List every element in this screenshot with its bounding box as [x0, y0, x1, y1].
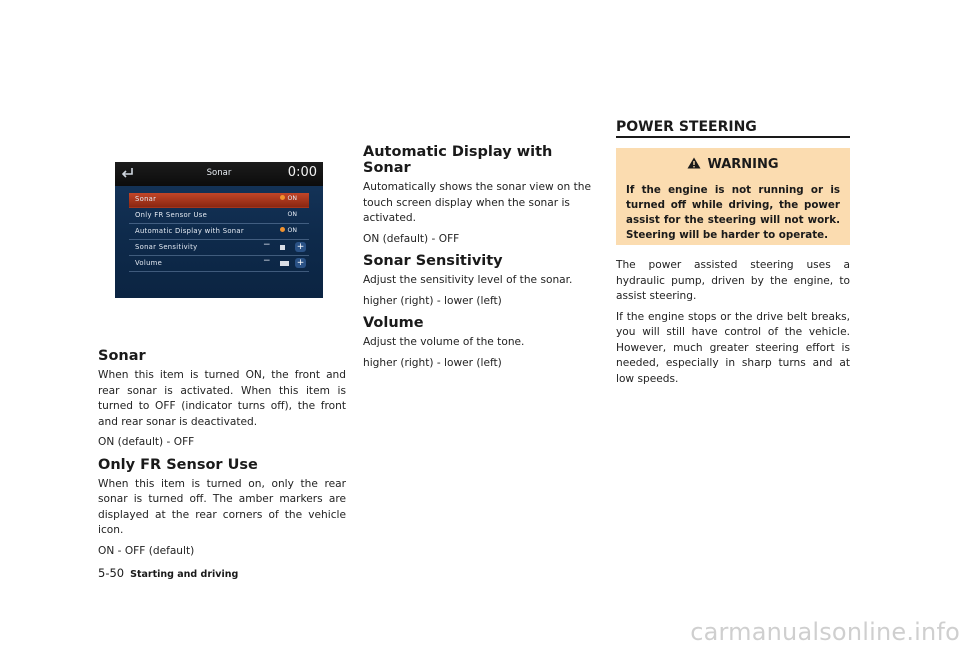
left-column — [98, 348, 346, 564]
sensitivity-heading: Sonar Sensitivity — [363, 253, 503, 269]
screen-row-sensitivity[interactable] — [129, 241, 309, 256]
auto-display-options: ON (default) - OFF — [363, 232, 460, 245]
section-name: Starting and driving — [130, 569, 239, 580]
right-column-body — [616, 258, 850, 392]
screen-row-sonar[interactable] — [129, 193, 309, 208]
screen-row-volume[interactable] — [129, 257, 309, 272]
page-footer — [98, 562, 238, 581]
on-indicator: ON — [280, 195, 298, 202]
row-label: Automatic Display with Sonar — [135, 227, 244, 235]
sonar-settings-screen — [115, 162, 323, 298]
screen-clock: 0:00 — [287, 165, 317, 180]
warning-header — [616, 157, 850, 172]
row-label: Only FR Sensor Use — [135, 211, 208, 219]
warning-label: WARNING — [707, 157, 779, 172]
sensitivity-paragraph: Adjust the sensitivity level of the sonar. — [363, 274, 573, 286]
auto-display-heading: Automatic Display with Sonar — [363, 144, 553, 176]
sonar-heading: Sonar — [98, 348, 146, 364]
on-indicator: ON — [287, 211, 297, 218]
row-label: Sonar — [135, 195, 157, 203]
screen-row-only-fr-sensor[interactable] — [129, 209, 309, 224]
warning-box — [616, 148, 850, 245]
fr-sensor-heading: Only FR Sensor Use — [98, 456, 258, 473]
auto-display-paragraph: Automatically shows the sonar view on the touch screen display when the sonar is activated. — [363, 181, 592, 224]
sensitivity-options: higher (right) - lower (left) — [363, 294, 502, 307]
indicator-dot-icon — [280, 195, 285, 200]
sonar-options: ON (default) - OFF — [98, 436, 195, 448]
power-steering-heading: POWER STEERING — [616, 119, 757, 135]
volume-paragraph: Adjust the volume of the tone. — [363, 336, 525, 348]
volume-heading: Volume — [363, 315, 424, 331]
middle-column — [363, 144, 599, 376]
fr-sensor-options: ON - OFF (default) — [98, 544, 195, 557]
watermark: carmanualsonline.info — [690, 618, 960, 646]
warning-triangle-icon — [687, 157, 701, 169]
plus-icon[interactable]: + — [296, 242, 305, 252]
power-steering-paragraph-1: The power assisted steering uses a hydraulic pump, driven by the engine, to assist steering. — [616, 259, 850, 302]
sonar-paragraph: When this item is turned ON, the front and rear sonar is activated. When this item is turned to OFF (indicator turns off), the front and rear sonar is deactivated. — [98, 369, 346, 428]
fr-sensor-paragraph: When this item is turned on, only the rear sonar is turned off. The amber markers are displayed at the rear corners of the vehicle icon. — [98, 477, 346, 536]
minus-icon[interactable]: − — [263, 256, 271, 266]
power-steering-paragraph-2: If the engine stops or the drive belt breaks, you will still have control of the vehicle. However, much greater steering effort is needed, especially in sharp turns and at low speeds. — [616, 310, 850, 385]
row-label: Volume — [135, 259, 163, 267]
screen-title: Sonar — [206, 168, 232, 178]
page-number: 5-50 — [98, 566, 125, 580]
on-indicator: ON — [280, 227, 298, 234]
heading-rule — [616, 136, 850, 138]
row-label: Sonar Sensitivity — [135, 243, 198, 251]
minus-icon[interactable]: − — [263, 240, 271, 250]
screen-row-auto-display[interactable] — [129, 225, 309, 240]
volume-options: higher (right) - lower (left) — [363, 356, 502, 369]
level-bar — [280, 245, 285, 250]
screen-top-bar — [115, 162, 323, 186]
indicator-dot-icon — [280, 227, 285, 232]
level-bar — [280, 261, 289, 266]
plus-icon[interactable]: + — [296, 258, 305, 268]
warning-text: If the engine is not running or is turned off while driving, the power assist for the steering will not work. Steering will be harder to operate. — [626, 184, 840, 241]
power-steering-heading-wrap — [616, 119, 856, 135]
